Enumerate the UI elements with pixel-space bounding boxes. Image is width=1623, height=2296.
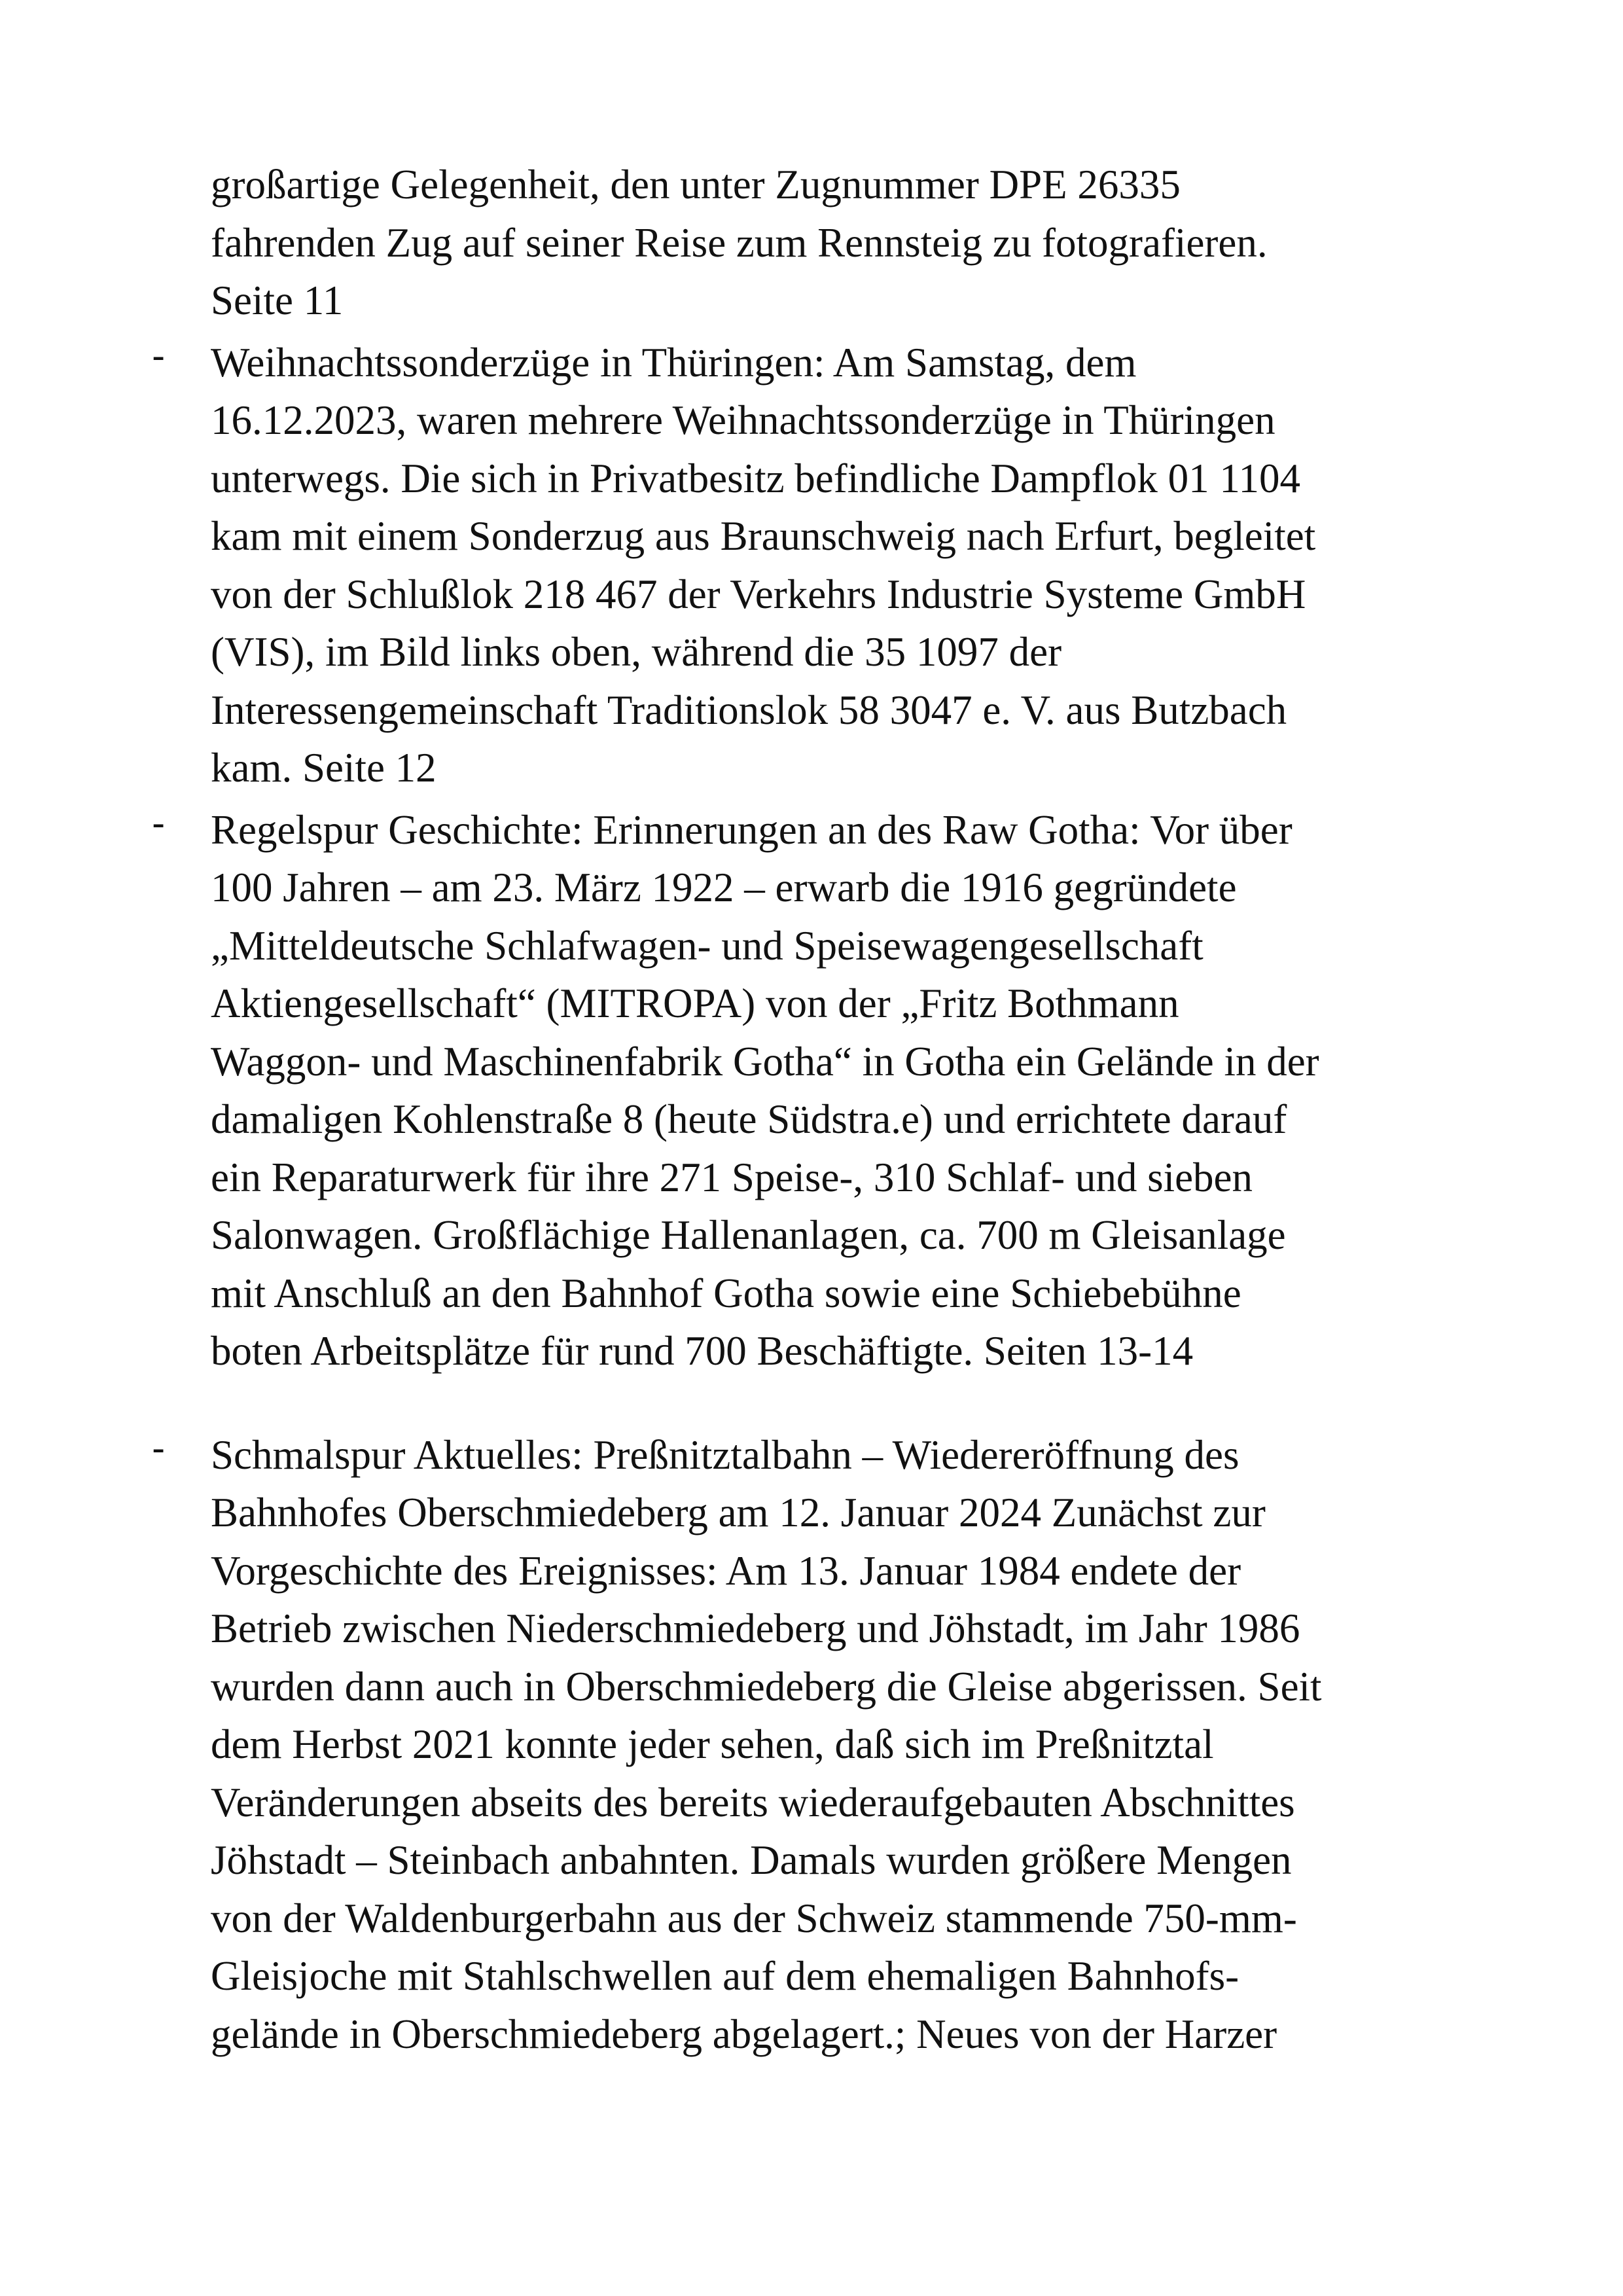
list-item-text: Schmalspur Aktuelles: Preßnitztalbahn – Wiedereröffnung des Bahnhofes Oberschmiedeberg am 12. Januar 2024 Zunächst zur Vorgeschichte des Ereignisses: Am 13. Januar 1984 endete der Betrieb zwischen Niederschmiedeberg und Jöhstadt, im Jahr 1986 wurden dann auch in Oberschmiedeberg die Gleise abgerissen. Seit dem Herbst 2021 konnte jeder sehen, daß sich im Preßnitztal Veränderungen abseits des bereits wiederaufgebauten Abschnittes Jöhstadt – Steinbach anbahnten. Damals wurden größere Mengen von der Waldenburgerbahn aus der Schweiz stammende 750-mm- Gleisjoche mit Stahlschwellen auf dem ehemaligen Bahnhofs- gelände in Oberschmiedeberg abgelagert.; Neues von der Harzer (211, 1431, 1322, 2057)
intro-paragraph: großartige Gelegenheit, den unter Zugnummer DPE 26335 fahrenden Zug auf seiner Reise zum Rennsteig zu fotografieren. Seite 11 (211, 162, 1268, 323)
bullet-dash: - (152, 334, 166, 378)
bullet-dash: - (152, 802, 166, 845)
list-item (152, 801, 1454, 1380)
spacer (211, 1380, 1454, 1426)
bullet-dash: - (152, 1427, 166, 1470)
list-item (152, 1426, 1454, 2064)
list-item (152, 334, 1454, 797)
list-item-text: Weihnachtssonderzüge in Thüringen: Am Samstag, dem 16.12.2023, waren mehrere Weihnachtssonderzüge in Thüringen unterwegs. Die sich in Privatbesitz befindliche Dampflok 01 1104 kam mit einem Sonderzug aus Braunschweig nach Erfurt, begleitet von der Schlußlok 218 467 der Verkehrs Industrie Systeme GmbH (VIS), im Bild links oben, während die 35 1097 der Interessengemeinschaft Traditionslok 58 3047 e. V. aus Butzbach kam. Seite 12 (211, 339, 1316, 791)
list-item-text: Regelspur Geschichte: Erinnerungen an des Raw Gotha: Vor über 100 Jahren – am 23. März 1922 – erwarb die 1916 gegründete „Mitteldeutsche Schlafwagen- und Speisewagengesellschaft Aktiengesellschaft“ (MITROPA) von der „Fritz Bothmann Waggon- und Maschinenfabrik Gotha“ in Gotha ein Gelände in der damaligen Kohlenstraße 8 (heute Südstra.e) und errichtete darauf ein Reparaturwerk für ihre 271 Speise-, 310 Schlaf- und sieben Salonwagen. Großflächige Hallenanlagen, ca. 700 m Gleisanlage mit Anschluß an den Bahnhof Gotha sowie eine Schiebebühne boten Arbeitsplätze für rund 700 Beschäftigte. Seiten 13-14 (211, 806, 1319, 1374)
document-body (152, 156, 1454, 2063)
